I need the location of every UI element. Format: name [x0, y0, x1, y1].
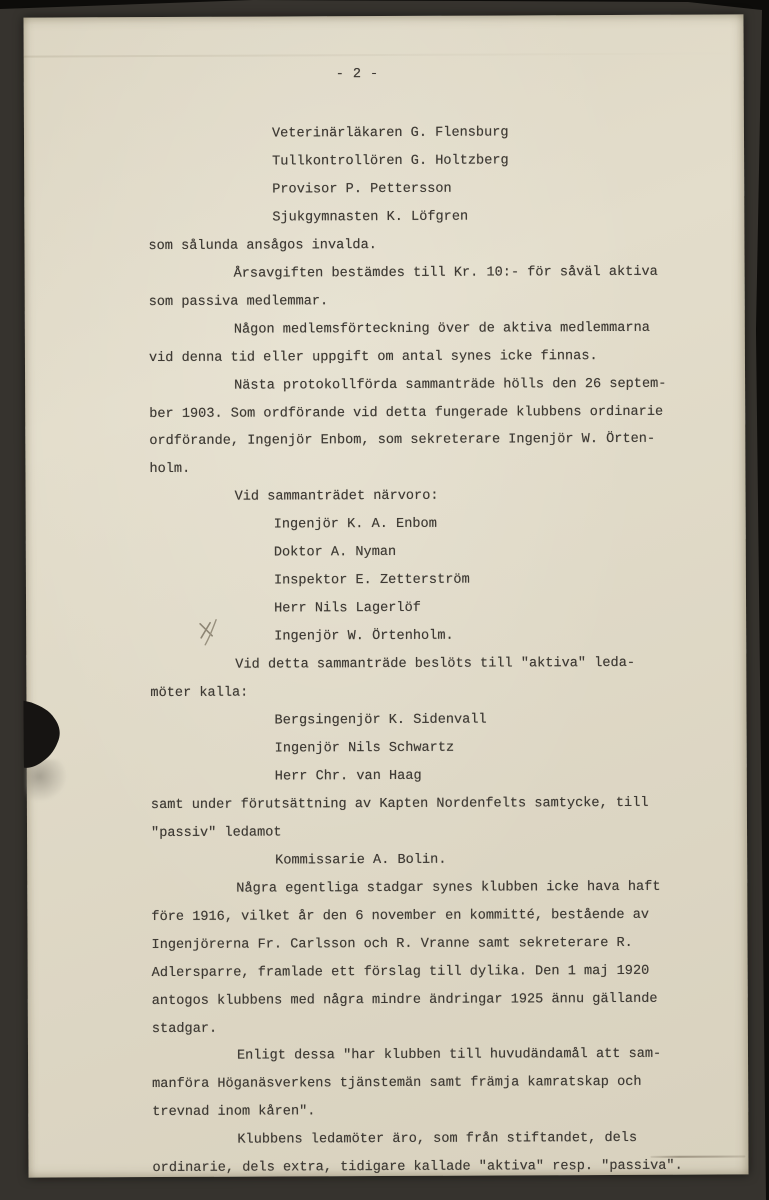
- text-line: före 1916, vilket år den 6 november en kommitté, bestående av: [151, 907, 650, 925]
- text-line: Någon medlemsförteckning över de aktiva medlemmarna: [233, 320, 650, 338]
- text-line: som passiva medlemmar.: [148, 293, 329, 310]
- text-line: trevnad inom kåren".: [152, 1104, 316, 1121]
- text-line: vid denna tid eller uppgift om antal synes icke finnas.: [148, 348, 598, 366]
- text-line: Tullkontrollören G. Holtzberg: [272, 153, 509, 170]
- text-line: "passiv" ledamot: [151, 825, 282, 841]
- text-line: Vid detta sammanträde beslöts till "aktiva" leda-: [235, 656, 636, 673]
- text-line: Inspektor E. Zetterström: [273, 572, 470, 589]
- text-line: Herr Chr. van Haag: [274, 768, 422, 785]
- text-line: Ingenjör Nils Schwartz: [274, 740, 455, 757]
- text-block: [148, 119, 723, 1184]
- page-number: - 2 -: [335, 67, 379, 83]
- text-line: Doktor A. Nyman: [273, 545, 397, 561]
- text-line: ordförande, Ingenjör Enbom, som sekreterare Ingenjör W. Örten-: [149, 432, 656, 450]
- text-line: manföra Höganäsverkens tjänstemän samt främja kamratskap och: [152, 1075, 642, 1093]
- text-line: Ingenjörerna Fr. Carlsson och R. Vranne samt sekreterare R.: [151, 935, 633, 953]
- text-line: holm.: [149, 462, 191, 478]
- text-line: Ingenjör K. A. Enbom: [273, 517, 437, 533]
- text-line: Herr Nils Lagerlöf: [274, 601, 421, 617]
- text-line: Ingenjör W. Örtenholm.: [274, 628, 454, 645]
- handwritten-x-mark-icon: [196, 614, 226, 648]
- text-line: ordinarie, dels extra, tidigare kallade "aktiva" resp. "passiva".: [152, 1158, 683, 1177]
- text-line: Provisor P. Pettersson: [272, 181, 452, 198]
- text-line: ber 1903. Som ordförande vid detta fungerade klubbens ordinarie: [149, 404, 664, 422]
- text-line: stadgar.: [151, 1021, 218, 1037]
- text-line: Kommissarie A. Bolin.: [275, 852, 447, 869]
- text-line: antogos klubbens med några mindre ändringar 1925 ännu gällande: [151, 991, 658, 1009]
- text-line: Enligt dessa "har klubben till huvudändamål att sam-: [236, 1047, 662, 1065]
- text-line: som sålunda ansågos invalda.: [148, 237, 377, 254]
- text-line: möter kalla:: [150, 685, 249, 702]
- torn-notch: [23, 700, 71, 784]
- text-line: samt under förutsättning av Kapten Nordenfelts samtycke, till: [150, 795, 649, 813]
- text-line: Sjukgymnasten K. Löfgren: [272, 209, 469, 226]
- text-line: Nästa protokollförda sammanträde hölls den 26 septem-: [234, 376, 667, 394]
- paper-crease: [24, 52, 744, 57]
- text-line: Veterinärläkaren G. Flensburg: [271, 125, 509, 142]
- text-line: Klubbens ledamöter äro, som från stiftandet, dels: [237, 1131, 638, 1148]
- document-page: [23, 14, 748, 1177]
- pencil-line: [650, 1155, 745, 1157]
- text-line: Adlersparre, framlade ett förslag till dylika. Den 1 maj 1920: [151, 963, 650, 981]
- text-line: Bergsingenjör K. Sidenvall: [274, 712, 487, 729]
- text-line: Vid sammanträdet närvoro:: [234, 489, 439, 506]
- text-line: Årsavgiften bestämdes till Kr. 10:- för såväl aktiva: [233, 264, 658, 282]
- text-line: Några egentliga stadgar synes klubben icke hava haft: [236, 879, 661, 897]
